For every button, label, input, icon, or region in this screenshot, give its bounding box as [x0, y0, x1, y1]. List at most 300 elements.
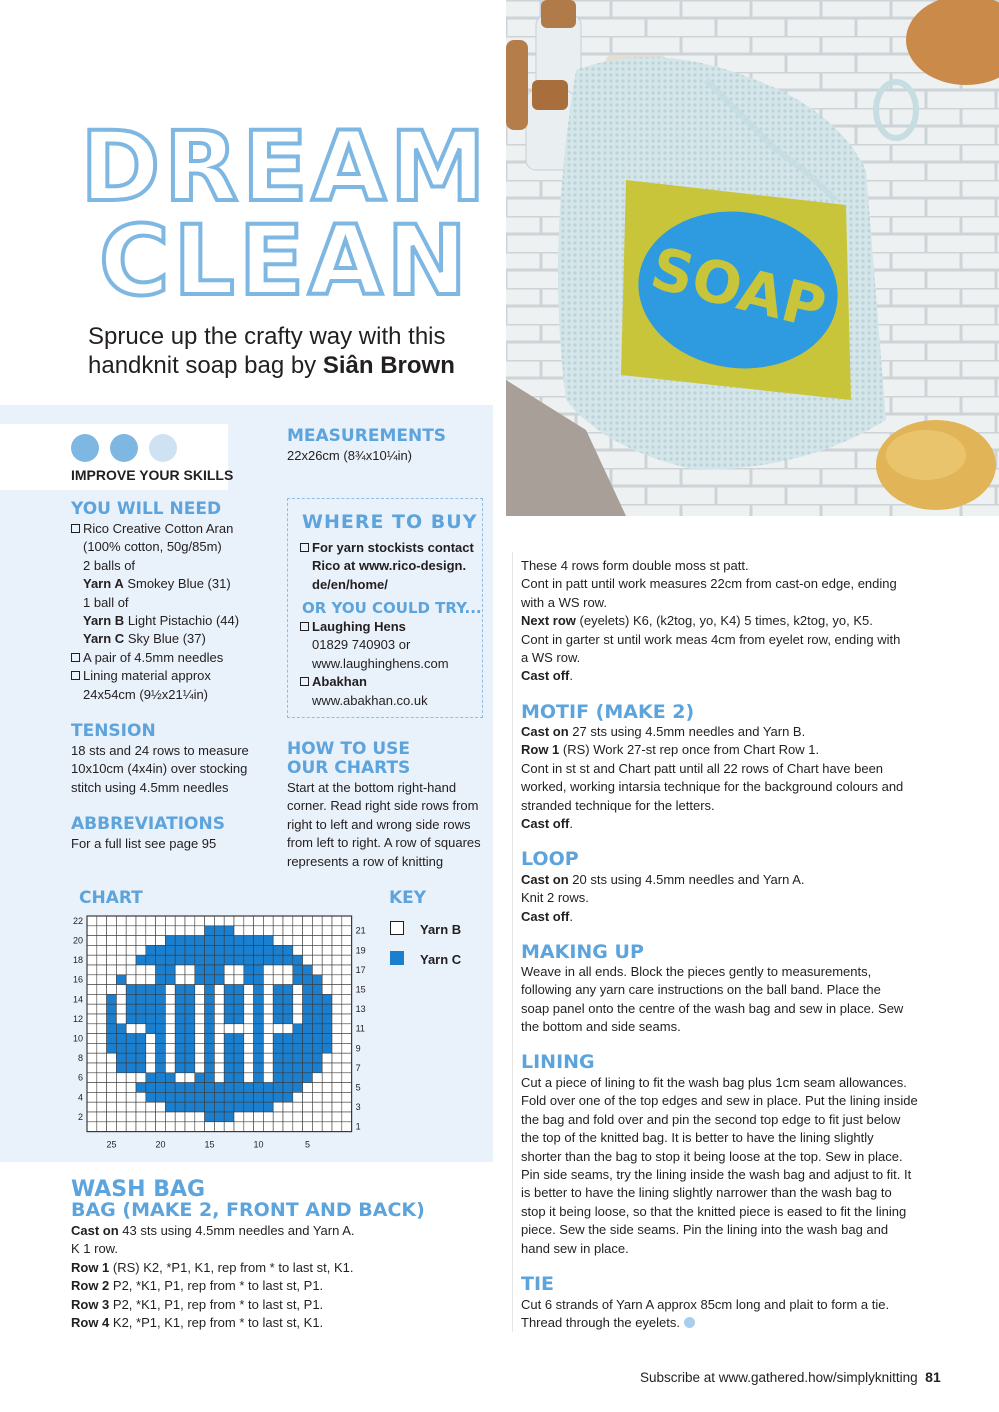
chart-cell: [126, 926, 136, 936]
chart-cell: [322, 936, 332, 946]
knitting-chart: [60, 908, 380, 1153]
chart-cell: [116, 1083, 126, 1093]
chart-cell: [224, 1004, 234, 1014]
chart-cell: [175, 1122, 185, 1132]
alt-line: www.laughinghens.com: [312, 655, 449, 671]
chart-cell: [116, 1112, 126, 1122]
row-tick-left: 2: [77, 1111, 83, 1122]
chart-cell: [273, 1034, 283, 1044]
chart-cell: [322, 955, 332, 965]
skills-label: IMPROVE YOUR SKILLS: [71, 467, 234, 483]
chart-cell: [312, 1122, 322, 1132]
chart-cell: [97, 1102, 107, 1112]
yarn-ball-icon: [149, 434, 177, 462]
chart-cell: [254, 916, 264, 926]
chart-cell: [175, 916, 185, 926]
yarn-a-line: [71, 575, 281, 593]
checkbox[interactable]: [300, 622, 309, 631]
yarn-c-swatch: [390, 951, 404, 965]
chart-cell: [185, 916, 195, 926]
chart-cell: [234, 994, 244, 1004]
chart-cell: [87, 936, 97, 946]
chart-cell: [126, 1014, 136, 1024]
chart-cell: [273, 1043, 283, 1053]
chart-cell: [244, 1024, 254, 1034]
chart-cell: [175, 1024, 185, 1034]
chart-cell: [303, 1024, 313, 1034]
how-to-line: represents a row of knitting: [287, 853, 444, 869]
chart-cell: [175, 1043, 185, 1053]
chart-cell: [97, 916, 107, 926]
instruction-line: [521, 631, 946, 649]
chart-cell: [214, 1112, 224, 1122]
chart-cell: [303, 936, 313, 946]
instruction-line: [521, 908, 946, 926]
chart-cell: [195, 965, 205, 975]
chart-cell: [156, 1004, 166, 1014]
instruction-line: [521, 667, 946, 685]
chart-cell: [273, 985, 283, 995]
buy-line: [300, 539, 480, 557]
chart-cell: [293, 1063, 303, 1073]
chart-cell: [146, 1122, 156, 1132]
chart-cell: [244, 975, 254, 985]
chart-cell: [116, 975, 126, 985]
checkbox[interactable]: [71, 653, 80, 662]
chart-cell: [205, 945, 215, 955]
chart-cell: [165, 985, 175, 995]
chart-cell: [342, 1112, 352, 1122]
chart-cell: [126, 975, 136, 985]
chart-cell: [312, 1063, 322, 1073]
chart-cell: [283, 1102, 293, 1112]
chart-cell: [244, 1102, 254, 1112]
chart-cell: [342, 994, 352, 1004]
instruction-line: [521, 815, 946, 833]
chart-cell: [342, 936, 352, 946]
chart-cell: [175, 975, 185, 985]
chart-cell: [107, 1024, 117, 1034]
chart-cell: [322, 985, 332, 995]
chart-cell: [205, 1034, 215, 1044]
chart-cell: [263, 916, 273, 926]
chart-cell: [283, 965, 293, 975]
chart-cell: [165, 975, 175, 985]
chart-cell: [214, 926, 224, 936]
chart-cell: [303, 1092, 313, 1102]
chart-cell: [97, 936, 107, 946]
chart-cell: [87, 1034, 97, 1044]
chart-cell: [185, 985, 195, 995]
chart-cell: [342, 965, 352, 975]
chart-cell: [332, 965, 342, 975]
chart-cell: [146, 1024, 156, 1034]
making-up-text: [521, 963, 946, 1037]
chart-cell: [303, 1014, 313, 1024]
title-block: [70, 111, 500, 317]
chart-cell: [312, 1004, 322, 1014]
chart-cell: [156, 1063, 166, 1073]
chart-cell: [283, 916, 293, 926]
chart-cell: [322, 994, 332, 1004]
where-to-buy-box: [287, 498, 483, 718]
subtitle-text: Spruce up the crafty way with this handknit soap bag by: [88, 323, 446, 379]
chart-cell: [146, 916, 156, 926]
instruction-text: 20 sts using 4.5mm needles and Yarn A.: [568, 872, 805, 887]
chart-cell: [342, 975, 352, 985]
list-item: [71, 667, 281, 685]
chart-cell: [97, 1024, 107, 1034]
chart-cell: [195, 1024, 205, 1034]
text-line: Pin side seams, try the lining inside the wash bag and adjust to fit. It: [521, 1167, 912, 1183]
you-will-need-heading: YOU WILL NEED: [71, 499, 222, 519]
instruction-text: Knit 2 rows.: [521, 890, 589, 906]
list-item-text: Rico Creative Cotton Aran: [83, 521, 234, 536]
chart-cell: [175, 1112, 185, 1122]
yarn-b-desc: Light Pistachio (44): [127, 613, 240, 629]
chart-cell: [224, 985, 234, 995]
row-tick-right: 5: [355, 1082, 361, 1093]
chart-cell: [116, 1102, 126, 1112]
chart-cell: [273, 994, 283, 1004]
chart-cell: [126, 1092, 136, 1102]
abbreviations-heading: ABBREVIATIONS: [71, 814, 225, 834]
chart-cell: [156, 1073, 166, 1083]
chart-cell: [146, 994, 156, 1004]
chart-cell: [165, 1083, 175, 1093]
chart-cell: [234, 1073, 244, 1083]
chart-cell: [165, 955, 175, 965]
instruction-text: K2, *P1, K1, rep from * to last st, K1.: [109, 1315, 324, 1331]
yarn-c-label: Yarn C: [83, 631, 125, 647]
chart-cell: [254, 965, 264, 975]
row-tick-right: 19: [355, 945, 366, 956]
chart-cell: [146, 985, 156, 995]
chart-cell: [87, 1073, 97, 1083]
checkbox[interactable]: [71, 671, 80, 680]
chart-cell: [107, 1122, 117, 1132]
chart-cell: [195, 1102, 205, 1112]
chart-cell: [107, 975, 117, 985]
row-tick-right: 1: [355, 1121, 361, 1132]
instruction-text: with a WS row.: [521, 594, 607, 610]
chart-cell: [312, 936, 322, 946]
chart-cell: [195, 1122, 205, 1132]
chart-cell: [175, 965, 185, 975]
chart-cell: [165, 1112, 175, 1122]
chart-cell: [126, 1063, 136, 1073]
chart-cell: [234, 926, 244, 936]
chart-cell: [244, 1073, 254, 1083]
chart-cell: [136, 1112, 146, 1122]
chart-cell: [312, 1112, 322, 1122]
chart-cell: [214, 1073, 224, 1083]
chart-cell: [116, 1024, 126, 1034]
chart-cell: [214, 936, 224, 946]
chart-cell: [97, 1073, 107, 1083]
instruction-text: (eyelets) K6, (k2tog, yo, K4) 5 times, k2tog, yo, K5.: [575, 613, 873, 629]
list-item: (100% cotton, 50g/85m): [83, 539, 222, 555]
chart-cell: [322, 916, 332, 926]
motif-instructions: [521, 723, 946, 833]
chart-cell: [136, 1004, 146, 1014]
chart-cell: [97, 1034, 107, 1044]
instruction-text: Cont in patt until work measures 22cm from cast-on edge, ending: [521, 576, 897, 592]
chart-cell: [342, 1014, 352, 1024]
chart-cell: [156, 1102, 166, 1112]
chart-cell: [116, 1004, 126, 1014]
list-item-text: Lining material approx: [83, 668, 211, 684]
measurements-text: 22x26cm (8¾x10¼in): [287, 448, 413, 463]
chart-cell: [244, 1112, 254, 1122]
column-tick: 20: [155, 1139, 166, 1150]
instruction-text: K 1 row.: [71, 1241, 118, 1257]
chart-cell: [205, 1043, 215, 1053]
chart-cell: [263, 1073, 273, 1083]
chart-cell: [136, 1043, 146, 1053]
chart-cell: [116, 994, 126, 1004]
chart-cell: [244, 1092, 254, 1102]
chart-cell: [263, 1034, 273, 1044]
instruction-line: [521, 612, 946, 630]
chart-cell: [342, 1063, 352, 1073]
instruction-line: [521, 889, 946, 907]
chart-cell: [195, 1063, 205, 1073]
chart-cell: [224, 1053, 234, 1063]
chart-cell: [156, 1112, 166, 1122]
row-tick-left: 14: [72, 994, 83, 1005]
chart-cell: [332, 1004, 342, 1014]
chart-cell: [273, 1063, 283, 1073]
buy-line: Rico at www.rico-design.: [312, 558, 467, 574]
chart-cell: [293, 1122, 303, 1132]
chart-cell: [234, 965, 244, 975]
chart-cell: [293, 916, 303, 926]
chart-cell: [116, 916, 126, 926]
chart-cell: [97, 1063, 107, 1073]
instruction-line: [521, 797, 946, 815]
chart-cell: [224, 975, 234, 985]
instruction-text: Cont in st st and Chart patt until all 22 rows of Chart have been: [521, 760, 884, 776]
chart-cell: [107, 965, 117, 975]
chart-cell: [224, 1063, 234, 1073]
instruction-label: Row 1: [71, 1259, 110, 1275]
chart-cell: [136, 1083, 146, 1093]
chart-cell: [263, 1092, 273, 1102]
chart-cell: [107, 1102, 117, 1112]
chart-cell: [116, 945, 126, 955]
chart-cell: [234, 945, 244, 955]
chart-cell: [156, 1092, 166, 1102]
checkbox[interactable]: [71, 524, 80, 533]
instruction-text: These 4 rows form double moss st patt.: [521, 558, 749, 573]
instruction-text: .: [569, 668, 574, 684]
chart-cell: [254, 994, 264, 1004]
chart-cell: [273, 1014, 283, 1024]
chart-cell: [87, 1083, 97, 1093]
chart-cell: [342, 916, 352, 926]
chart-cell: [185, 975, 195, 985]
chart-cell: [244, 926, 254, 936]
chart-cell: [146, 1092, 156, 1102]
tie-heading: TIE: [521, 1273, 555, 1295]
chart-cell: [146, 1083, 156, 1093]
chart-cell: [283, 1034, 293, 1044]
text-line: is better to have the lining slightly narrower than the wash bag to: [521, 1185, 892, 1201]
instruction-label: Cast off: [521, 816, 570, 832]
chart-cell: [214, 1043, 224, 1053]
chart-cell: [322, 965, 332, 975]
chart-cell: [263, 945, 273, 955]
checkbox[interactable]: [300, 677, 309, 686]
chart-cell: [283, 1053, 293, 1063]
chart-cell: [234, 1083, 244, 1093]
chart-cell: [116, 1063, 126, 1073]
chart-cell: [136, 945, 146, 955]
chart-cell: [87, 1024, 97, 1034]
chart-cell: [224, 1083, 234, 1093]
chart-cell: [116, 965, 126, 975]
chart-cell: [175, 1083, 185, 1093]
instruction-line: [521, 575, 946, 593]
chart-cell: [224, 955, 234, 965]
alt-line: [300, 673, 480, 691]
chart-cell: [342, 1034, 352, 1044]
instruction-line: [71, 1222, 491, 1240]
chart-cell: [205, 1063, 215, 1073]
chart-cell: [87, 1043, 97, 1053]
chart-cell: [156, 1024, 166, 1034]
chart-cell: [185, 1043, 195, 1053]
chart-cell: [146, 975, 156, 985]
chart-cell: [244, 1122, 254, 1132]
chart-cell: [224, 994, 234, 1004]
chart-cell: [312, 1053, 322, 1063]
chart-cell: [342, 955, 352, 965]
chart-cell: [322, 1112, 332, 1122]
chart-cell: [146, 1034, 156, 1044]
chart-cell: [195, 994, 205, 1004]
chart-cell: [224, 1102, 234, 1112]
chart-cell: [332, 1112, 342, 1122]
chart-cell: [303, 955, 313, 965]
yarn-c-desc: Sky Blue (37): [127, 631, 206, 647]
chart-cell: [175, 1092, 185, 1102]
chart-cell: [205, 926, 215, 936]
chart-cell: [165, 1043, 175, 1053]
chart-cell: [165, 994, 175, 1004]
chart-cell: [273, 975, 283, 985]
chart-cell: [97, 1053, 107, 1063]
chart-cell: [244, 1034, 254, 1044]
chart-cell: [293, 965, 303, 975]
chart-cell: [293, 975, 303, 985]
chart-cell: [126, 1034, 136, 1044]
instruction-line: [521, 760, 946, 778]
chart-cell: [156, 945, 166, 955]
chart-cell: [136, 1073, 146, 1083]
chart-cell: [175, 985, 185, 995]
chart-cell: [303, 945, 313, 955]
tension-line: stitch using 4.5mm needles: [71, 779, 229, 795]
chart-cell: [136, 1014, 146, 1024]
chart-cell: [165, 926, 175, 936]
chart-cell: [97, 1122, 107, 1132]
chart-cell: [116, 1122, 126, 1132]
chart-cell: [322, 1102, 332, 1112]
chart-cell: [185, 1102, 195, 1112]
row-tick-left: 10: [72, 1033, 83, 1044]
chart-cell: [283, 1112, 293, 1122]
chart-cell: [303, 1102, 313, 1112]
chart-cell: [254, 1112, 264, 1122]
chart-cell: [126, 916, 136, 926]
chart-cell: [107, 936, 117, 946]
subscribe-text[interactable]: Subscribe at www.gathered.how/simplyknitting: [640, 1370, 918, 1385]
text-line: Fold over one of the top edges and sew in place. Put the lining inside: [521, 1093, 918, 1109]
chart-cell: [342, 985, 352, 995]
chart-cell: [195, 1083, 205, 1093]
buy-line-text: For yarn stockists contact: [312, 540, 474, 555]
instruction-text: P2, *K1, P1, rep from * to last st, P1.: [109, 1296, 324, 1312]
chart-cell: [205, 1053, 215, 1063]
chart-cell: [263, 985, 273, 995]
chart-cell: [263, 1043, 273, 1053]
chart-cell: [303, 1083, 313, 1093]
chart-cell: [146, 955, 156, 965]
instruction-text: .: [569, 816, 574, 832]
chart-cell: [322, 1024, 332, 1034]
how-to-line: corner. Read right side rows from: [287, 798, 479, 814]
chart-cell: [185, 955, 195, 965]
chart-cell: [214, 1122, 224, 1132]
chart-cell: [146, 1102, 156, 1112]
instruction-text: (RS) Work 27-st rep once from Chart Row 1.: [559, 742, 820, 758]
column-tick: 25: [106, 1139, 117, 1150]
page-number: 81: [925, 1369, 941, 1385]
chart-cell: [263, 936, 273, 946]
chart-cell: [273, 1083, 283, 1093]
chart-cell: [165, 1024, 175, 1034]
chart-cell: [293, 955, 303, 965]
chart-cell: [303, 994, 313, 1004]
alt-line: www.abakhan.co.uk: [312, 692, 428, 708]
checkbox[interactable]: [300, 543, 309, 552]
chart-cell: [195, 1053, 205, 1063]
chart-cell: [126, 1053, 136, 1063]
chart-cell: [136, 936, 146, 946]
chart-cell: [303, 985, 313, 995]
chart-cell: [185, 1083, 195, 1093]
chart-cell: [87, 1014, 97, 1024]
chart-cell: [146, 1112, 156, 1122]
chart-cell: [283, 955, 293, 965]
chart-cell: [156, 1043, 166, 1053]
how-to-use-heading-1: HOW TO USE: [287, 739, 410, 759]
chart-cell: [185, 1053, 195, 1063]
list-item: 24x54cm (9½x21¼in): [83, 686, 209, 702]
product-photo: [506, 0, 999, 516]
chart-cell: [332, 926, 342, 936]
chart-cell: [107, 926, 117, 936]
chart-cell: [254, 1034, 264, 1044]
instruction-text: stranded technique for the letters.: [521, 797, 715, 813]
chart-cell: [234, 1112, 244, 1122]
chart-cell: [205, 1102, 215, 1112]
chart-cell: [293, 1092, 303, 1102]
chart-cell: [165, 1053, 175, 1063]
chart-cell: [214, 965, 224, 975]
